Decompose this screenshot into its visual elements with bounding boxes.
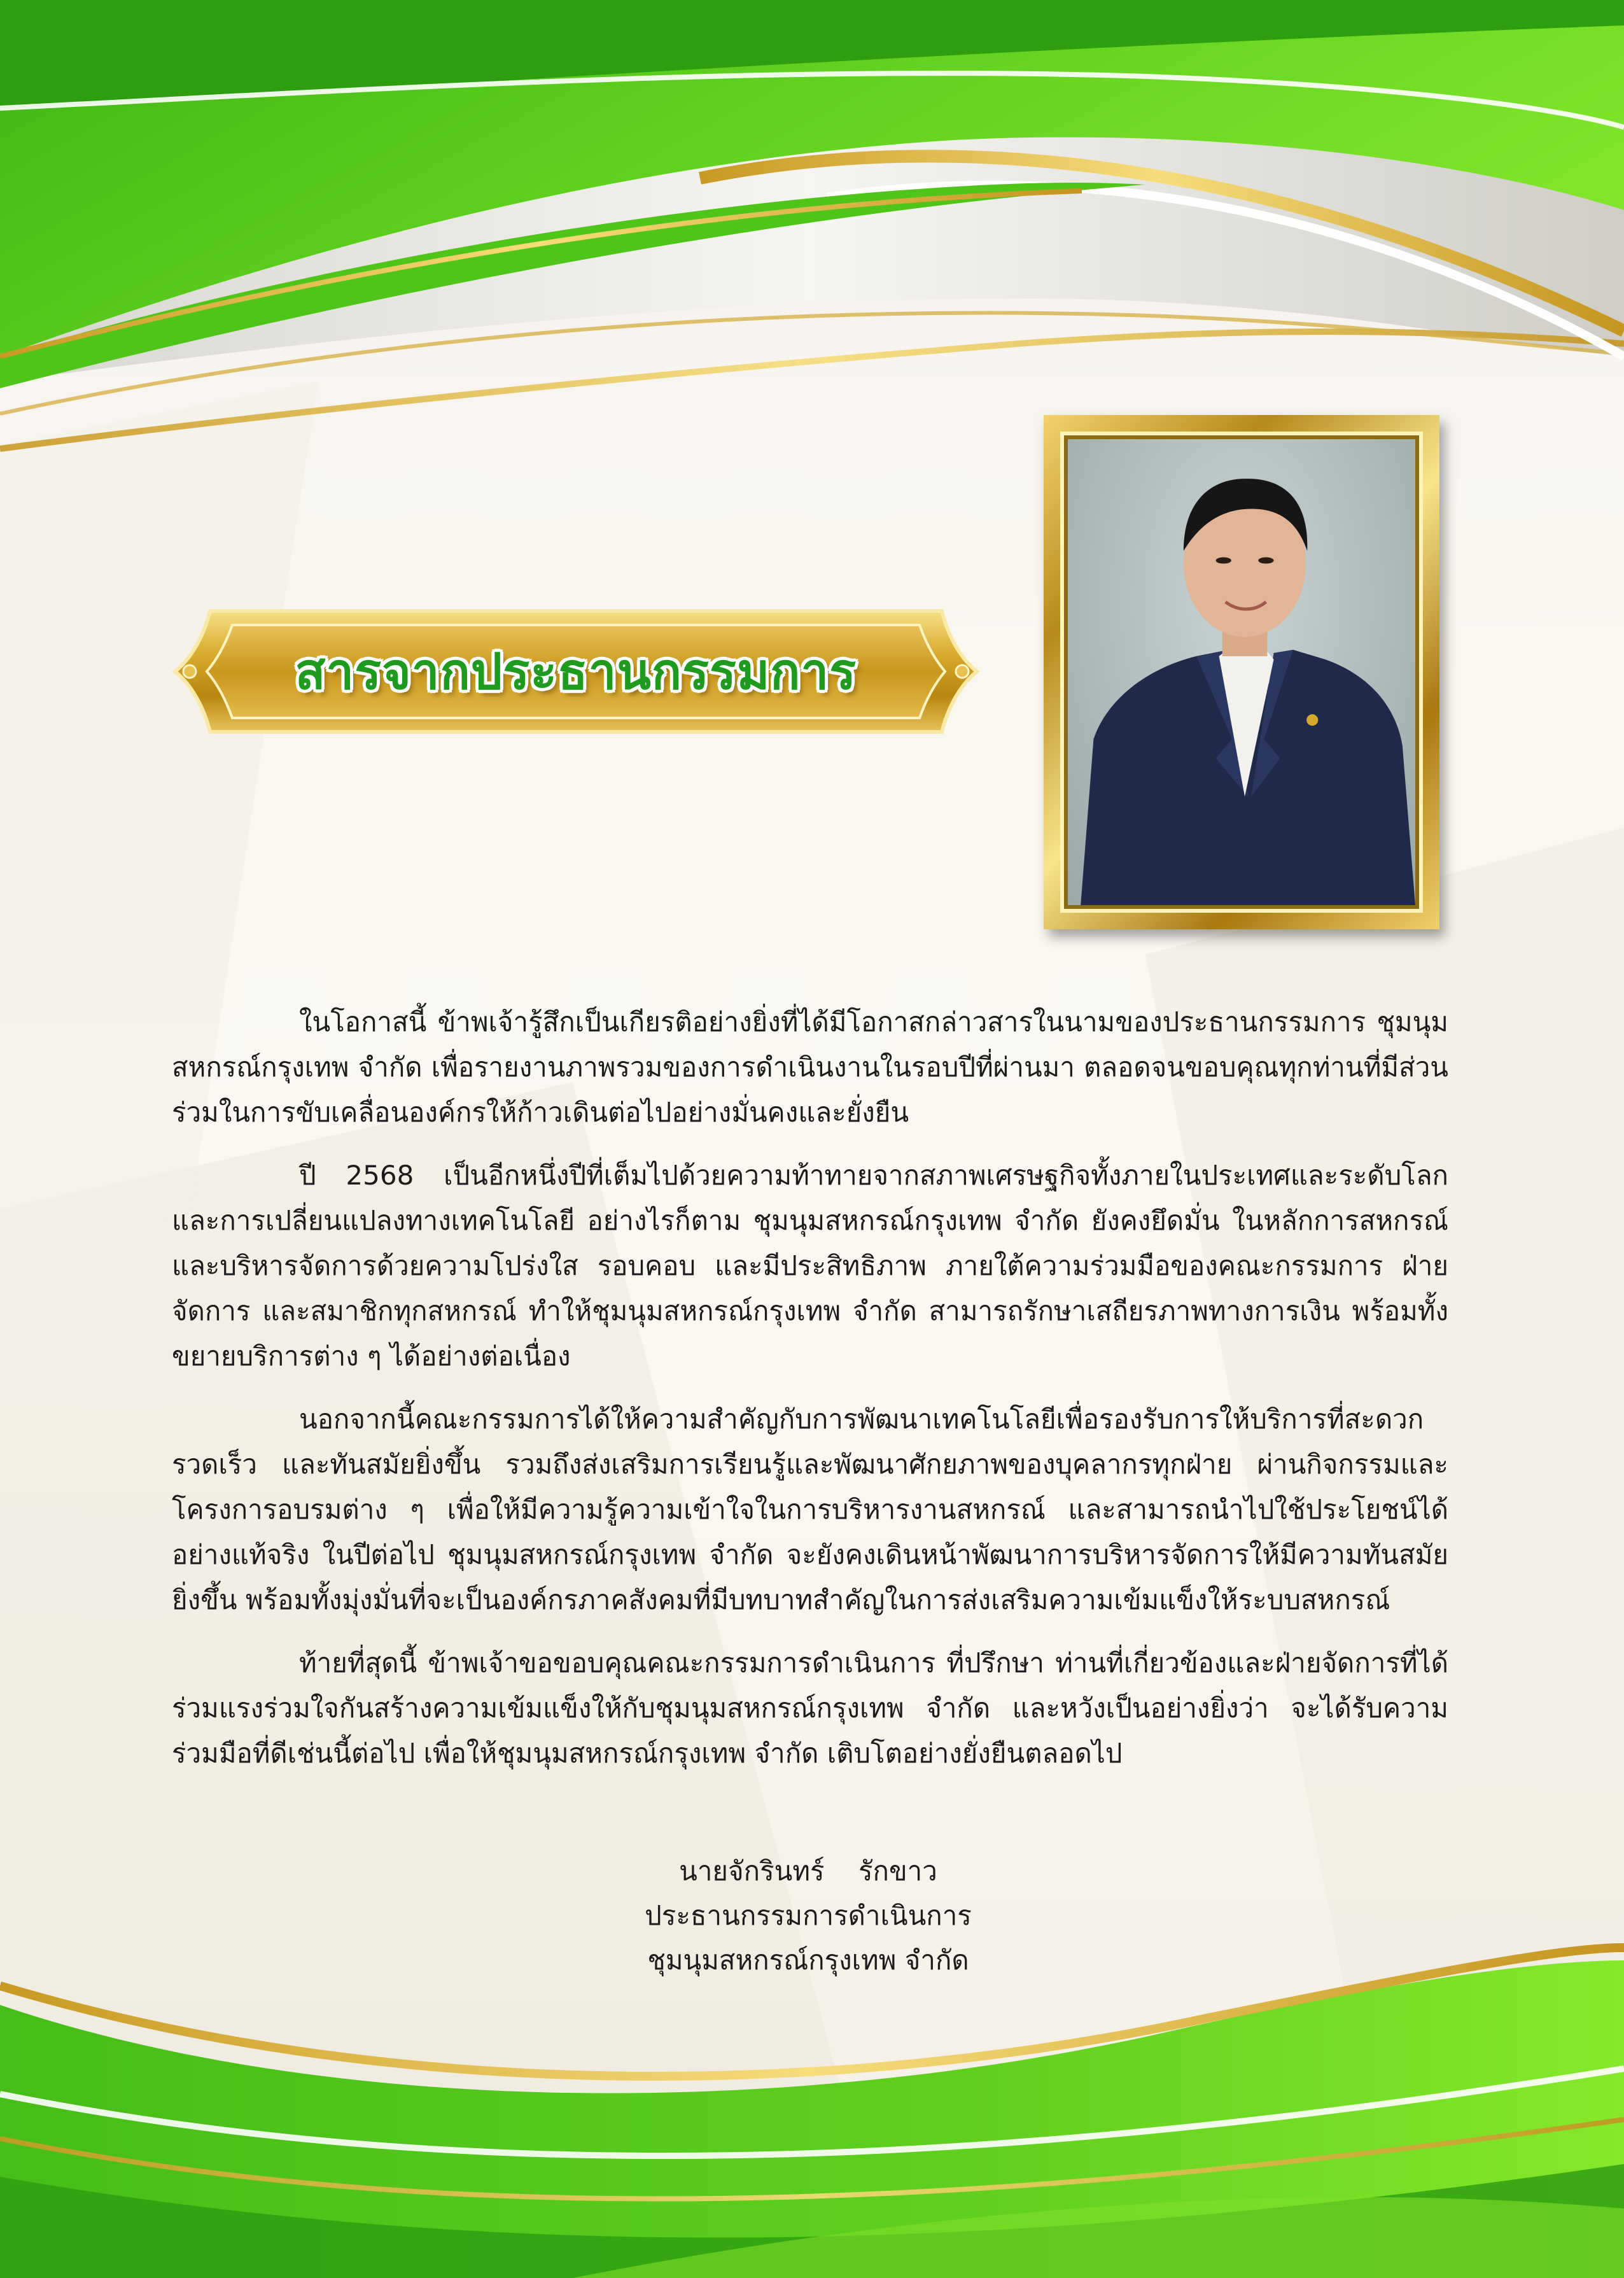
paragraph-1: ในโอกาสนี้ ข้าพเจ้ารู้สึกเป็นเกียรติอย่างยิ่งที่ได้มีโอกาสกล่าวสารในนามของประธานกรรมการ ชุมนุมสหกรณ์กรุงเทพ จำกัด เพื่อรายงานภาพรวมของการดำเนินงานในรอบปีที่ผ่านมา ตลอดจนขอบคุณทุกท่านที่มีส่วนร่วมในการขับเคลื่อนองค์กรให้ก้าวเดินต่อไปอย่างมั่นคงและยั่งยืน xyxy=(172,1006,1448,1128)
portrait-illustration xyxy=(1068,439,1415,905)
page-title: สารจากประธานกรรมการ xyxy=(295,643,857,701)
paragraph-4: ท้ายที่สุดนี้ ข้าพเจ้าขอขอบคุณคณะกรรมการดำเนินการ ที่ปรึกษา ท่านที่เกี่ยวข้องและฝ่ายจัดการที่ได้ร่วมแรงร่วมใจกันสร้างความเข้มแข็งให้กับชุมนุมสหกรณ์กรุงเทพ จำกัด และหวังเป็นอย่างยิ่งว่า จะได้รับความร่วมมือที่ดีเช่นนี้ต่อไป เพื่อให้ชุมนุมสหกรณ์กรุงเทพ จำกัด เติบโตอย่างยั่งยืนตลอดไป xyxy=(172,1647,1448,1769)
chairman-portrait xyxy=(1068,439,1415,905)
title-banner xyxy=(172,598,980,745)
paragraph-2: ปี 2568 เป็นอีกหนึ่งปีที่เต็มไปด้วยความท้าทายจากสภาพเศรษฐกิจทั้งภายในประเทศและระดับโลก และการเปลี่ยนแปลงทางเทคโนโลยี อย่างไรก็ตาม ชุมนุมสหกรณ์กรุงเทพ จำกัด ยังคงยึดมั่น ในหลักการสหกรณ์และบริหารจัดการด้วยความโปร่งใส รอบคอบ และมีประสิทธิภาพ ภายใต้ความร่วมมือของคณะกรรมการ ฝ่ายจัดการ และสมาชิกทุกสหกรณ์ ทำให้ชุมนุมสหกรณ์กรุงเทพ จำกัด สามารถรักษาเสถียรภาพทางการเงิน พร้อมทั้งขยายบริการต่าง ๆ ได้อย่างต่อเนื่อง xyxy=(172,1160,1448,1372)
paragraph-3: นอกจากนี้คณะกรรมการได้ให้ความสำคัญกับการพัฒนาเทคโนโลยีเพื่อรองรับการให้บริการที่สะดวก รวดเร็ว และทันสมัยยิ่งขึ้น รวมถึงส่งเสริมการเรียนรู้และพัฒนาศักยภาพของบุคลากรทุกฝ่าย ผ่านกิจกรรมและโครงการอบรมต่าง ๆ เพื่อให้มีความรู้ความเข้าใจในการบริหารงานสหกรณ์ และสามารถนำไปใช้ประโยชน์ได้อย่างแท้จริง ในปีต่อไป ชุมนุมสหกรณ์กรุงเทพ จำกัด จะยังคงเดินหน้าพัฒนาการบริหารจัดการให้มีความทันสมัยยิ่งขึ้น พร้อมทั้งมุ่งมั่นที่จะเป็นองค์กรภาคสังคมที่มีบทบาทสำคัญในการส่งเสริมความเข้มแข็งให้ระบบสหกรณ์ xyxy=(172,1403,1448,1615)
letter-body xyxy=(172,999,1448,1794)
signatory-name: นายจักรินทร์ รักขาว xyxy=(679,1855,937,1887)
signatory-position: ประธานกรรมการดำเนินการ xyxy=(645,1900,972,1931)
signatory-organization: ชุมนุมสหกรณ์กรุงเทพ จำกัด xyxy=(647,1944,969,1976)
signature-block xyxy=(573,1849,1044,1983)
portrait-inner-border xyxy=(1060,432,1423,913)
portrait-frame xyxy=(1044,415,1439,929)
